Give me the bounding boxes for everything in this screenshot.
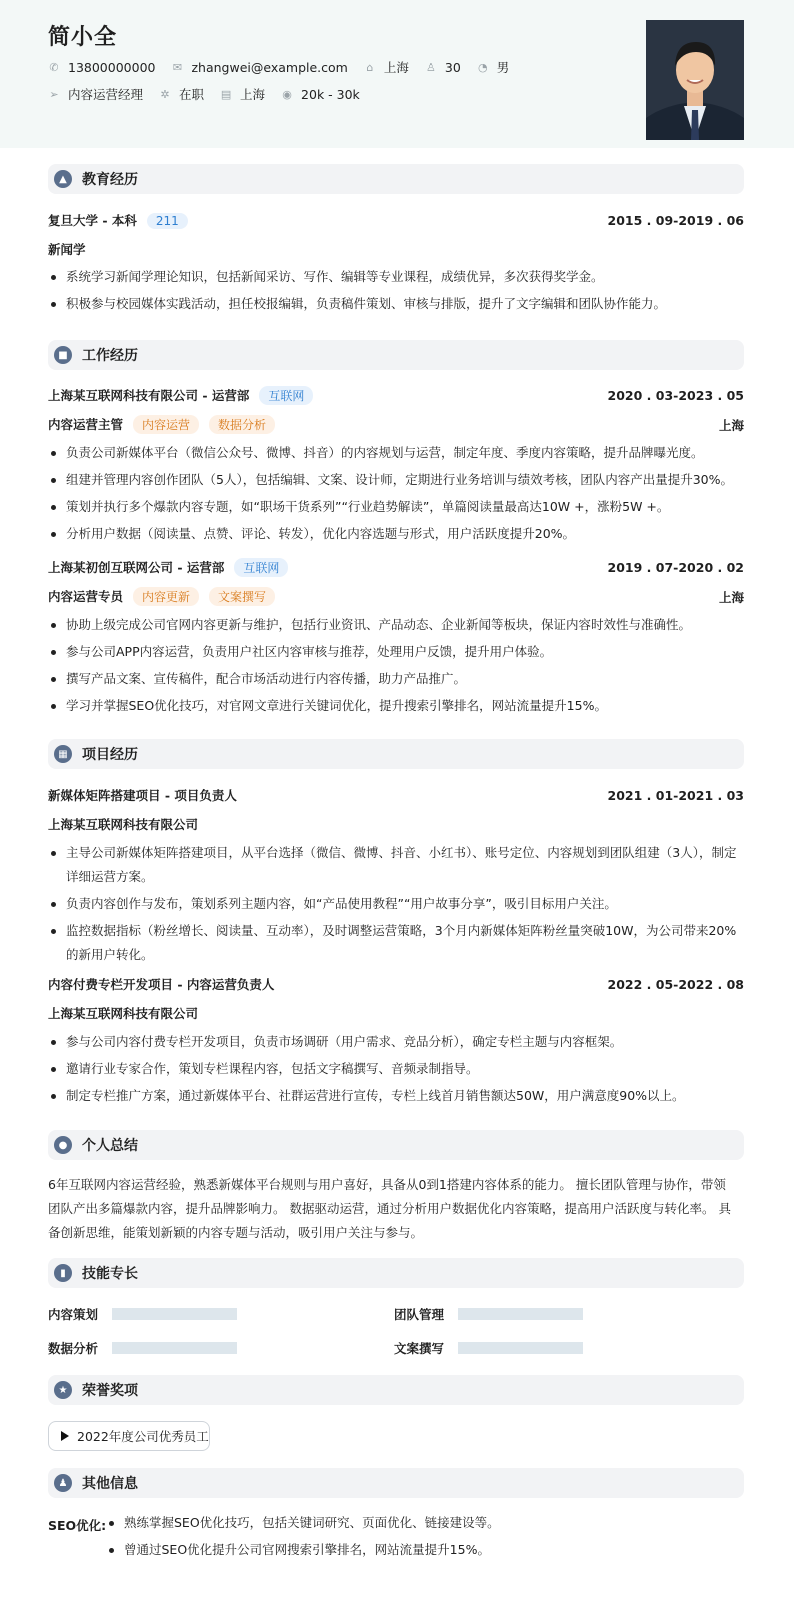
list-item: 主导公司新媒体矩阵搭建项目，从平台选择（微信、微博、抖音、小红书）、账号定位、内容规划到团队组建（3人），制定详细运营方案。 <box>48 841 738 889</box>
list-item: 组建并管理内容创作团队（5人），包括编辑、文案、设计师，定期进行业务培训与绩效考核，团队内容产出量提升30%。 <box>48 468 738 492</box>
section-awards <box>48 1375 744 1405</box>
skill-bar <box>458 1342 583 1354</box>
education-header <box>48 211 744 229</box>
profile-photo <box>646 20 744 140</box>
job-row <box>48 85 376 103</box>
job-header <box>48 386 744 405</box>
chart-icon: ▮ <box>54 1264 72 1282</box>
list-item: 曾通过SEO优化提升公司官网搜索引擎排名，网站流量提升15%。 <box>106 1538 736 1562</box>
section-title: 技能专长 <box>82 1266 138 1282</box>
job-text: 内容运营经理 <box>68 87 144 102</box>
education-date: 2015 . 09-2019 . 06 <box>607 212 744 228</box>
project-header <box>48 975 744 993</box>
graduation-cap-icon: ▲ <box>54 170 72 188</box>
project-header <box>48 786 744 804</box>
email-item <box>171 60 347 75</box>
phone-text: 13800000000 <box>68 59 156 75</box>
list-item: 负责公司新媒体平台（微信公众号、微博、抖音）的内容规划与运营，制定年度、季度内容策略，提升品牌曝光度。 <box>48 441 738 465</box>
skill-tag: 内容运营 <box>133 415 199 434</box>
position-row <box>48 587 744 606</box>
skill-bar <box>112 1342 237 1354</box>
age-icon: ♙ <box>425 60 436 74</box>
school-name: 复旦大学 - 本科 <box>48 213 137 228</box>
job-date: 2019 . 07-2020 . 02 <box>607 560 744 575</box>
section-title: 教育经历 <box>82 172 138 188</box>
job-bullets <box>48 441 738 549</box>
award-icon: ★ <box>54 1381 72 1399</box>
list-item: 监控数据指标（粉丝增长、阅读量、互动率），及时调整运营策略，3个月内新媒体矩阵粉丝量突破10W，为公司带来20%的新用户转化。 <box>48 919 738 967</box>
age-item <box>425 60 461 75</box>
salary-text: 20k - 30k <box>301 86 360 102</box>
resume-header <box>0 0 794 148</box>
gender-item <box>477 58 510 76</box>
info-icon: ♟ <box>54 1474 72 1492</box>
school-tag: 211 <box>147 213 188 229</box>
other-bullets <box>106 1511 736 1565</box>
company-name: 上海某互联网科技有限公司 - 运营部 <box>48 388 250 403</box>
skill-name: 数据分析 <box>48 1341 99 1356</box>
industry-tag: 互联网 <box>259 386 313 405</box>
skill-tag: 文案撰写 <box>209 587 275 606</box>
company-name: 上海某初创互联网公司 - 运营部 <box>48 560 225 575</box>
skill-tag: 数据分析 <box>209 415 275 434</box>
project-name: 新媒体矩阵搭建项目 - 项目负责人 <box>48 788 237 803</box>
list-item: 参与公司APP内容运营，负责用户社区内容审核与推荐，处理用户反馈，提升用户体验。 <box>48 640 738 664</box>
job-item <box>48 85 143 103</box>
email-text: zhangwei@example.com <box>191 59 348 75</box>
skill-name: 内容策划 <box>48 1307 99 1322</box>
candidate-name: 简小全 <box>48 25 118 50</box>
gender-icon: ◔ <box>477 60 488 74</box>
target-city-item <box>220 85 265 103</box>
section-title: 项目经历 <box>82 747 138 763</box>
grid-icon: ▦ <box>54 745 72 763</box>
target-city-text: 上海 <box>240 87 266 102</box>
mail-icon: ✉ <box>172 60 183 74</box>
contact-row <box>48 58 525 76</box>
list-item: 邀请行业专家合作，策划专栏课程内容，包括文字稿撰写、音频录制指导。 <box>48 1057 738 1081</box>
salary-item <box>281 87 360 102</box>
major: 新闻学 <box>48 242 86 257</box>
skill-item <box>48 1305 237 1323</box>
section-work <box>48 340 744 370</box>
other-label: SEO优化: <box>48 1518 107 1533</box>
list-item: 分析用户数据（阅读量、点赞、评论、转发），优化内容选题与形式，用户活跃度提升20%。 <box>48 522 738 546</box>
section-title: 其他信息 <box>82 1476 138 1492</box>
job-location: 上海 <box>718 589 744 605</box>
section-summary <box>48 1130 744 1160</box>
age-text: 30 <box>444 59 461 75</box>
status-item <box>159 85 204 103</box>
skill-bar <box>458 1308 583 1320</box>
job-date: 2020 . 03-2023 . 05 <box>607 388 744 403</box>
skill-name: 团队管理 <box>394 1307 445 1322</box>
skill-item <box>394 1305 583 1323</box>
gender-text: 男 <box>496 60 510 75</box>
project-date: 2021 . 01-2021 . 03 <box>607 787 744 803</box>
project-name: 内容付费专栏开发项目 - 内容运营负责人 <box>48 977 275 992</box>
skill-item <box>48 1339 237 1357</box>
project-company: 上海某互联网科技有限公司 <box>48 1006 199 1021</box>
list-item: 学习并掌握SEO优化技巧，对官网文章进行关键词优化，提升搜索引擎排名，网站流量提升15%。 <box>48 694 738 718</box>
play-triangle-icon <box>61 1431 69 1441</box>
user-icon: ● <box>54 1136 72 1154</box>
job-bullets <box>48 613 738 721</box>
skill-tag: 内容更新 <box>133 587 199 606</box>
project-company: 上海某互联网科技有限公司 <box>48 817 199 832</box>
major-row <box>48 240 744 258</box>
section-title: 个人总结 <box>82 1138 138 1154</box>
send-icon: ➢ <box>49 87 59 101</box>
summary-text: 6年互联网内容运营经验，熟悉新媒体平台规则与用户喜好，具备从0到1搭建内容体系的能力。 擅长团队管理与协作，带领团队产出多篇爆款内容，提升品牌影响力。 数据驱动运营，通过分析用户数据优化内容策略，提高用户活跃度与转化率。 具备创新思维，能策划新颖的内容专题与活动，吸引用户关注与参与。 <box>48 1177 731 1240</box>
section-title: 工作经历 <box>82 348 138 364</box>
list-item: 参与公司内容付费专栏开发项目，负责市场调研（用户需求、竞品分析），确定专栏主题与内容框架。 <box>48 1030 738 1054</box>
project-bullets <box>48 1030 738 1111</box>
industry-tag: 互联网 <box>234 558 288 577</box>
education-bullets <box>48 265 738 319</box>
list-item: 策划并执行多个爆款内容专题，如“职场干货系列”“行业趋势解读”，单篇阅读量最高达10W +，涨粉5W +。 <box>48 495 738 519</box>
list-item: 负责内容创作与发布，策划系列主题内容，如“产品使用教程”“用户故事分享”，吸引目标用户关注。 <box>48 892 738 916</box>
building-icon: ▤ <box>220 87 232 101</box>
section-education <box>48 164 744 194</box>
section-other <box>48 1468 744 1498</box>
section-skills <box>48 1258 744 1288</box>
project-date: 2022 . 05-2022 . 08 <box>607 976 744 992</box>
list-item: 制定专栏推广方案，通过新媒体平台、社群运营进行宣传，专栏上线首月销售额达50W，用户满意度90%以上。 <box>48 1084 738 1108</box>
position: 内容运营主管 <box>48 417 124 432</box>
section-title: 荣誉奖项 <box>82 1383 138 1399</box>
home-icon: ⌂ <box>366 60 374 74</box>
project-bullets <box>48 841 738 970</box>
position-row <box>48 415 744 434</box>
award-label: 2022年度公司优秀员工 <box>77 1429 209 1444</box>
skill-name: 文案撰写 <box>394 1341 445 1356</box>
project-company-row <box>48 815 744 833</box>
list-item: 系统学习新闻学理论知识，包括新闻采访、写作、编辑等专业课程，成绩优异，多次获得奖学金。 <box>48 265 738 289</box>
award-item[interactable] <box>48 1421 210 1451</box>
skill-item <box>394 1339 583 1357</box>
phone-icon: ✆ <box>49 60 59 74</box>
status-icon: ✲ <box>160 87 170 101</box>
job-location: 上海 <box>718 417 744 433</box>
list-item: 熟练掌握SEO优化技巧，包括关键词研究、页面优化、链接建设等。 <box>106 1511 736 1535</box>
status-text: 在职 <box>179 87 205 102</box>
list-item: 协助上级完成公司官网内容更新与维护，包括行业资讯、产品动态、企业新闻等板块，保证内容时效性与准确性。 <box>48 613 738 637</box>
briefcase-icon: ■ <box>54 346 72 364</box>
list-item: 积极参与校园媒体实践活动，担任校报编辑，负责稿件策划、审核与排版，提升了文字编辑和团队协作能力。 <box>48 292 738 316</box>
list-item: 撰写产品文案、宣传稿件，配合市场活动进行内容传播，助力产品推广。 <box>48 667 738 691</box>
skill-bar <box>112 1308 237 1320</box>
salary-icon: ◉ <box>282 87 292 101</box>
profile-photo-image <box>646 20 744 140</box>
section-projects <box>48 739 744 769</box>
phone-item <box>48 60 155 75</box>
city-item <box>364 58 409 76</box>
position: 内容运营专员 <box>48 589 124 604</box>
project-company-row <box>48 1004 744 1022</box>
city-text: 上海 <box>383 60 409 75</box>
job-header <box>48 558 744 577</box>
